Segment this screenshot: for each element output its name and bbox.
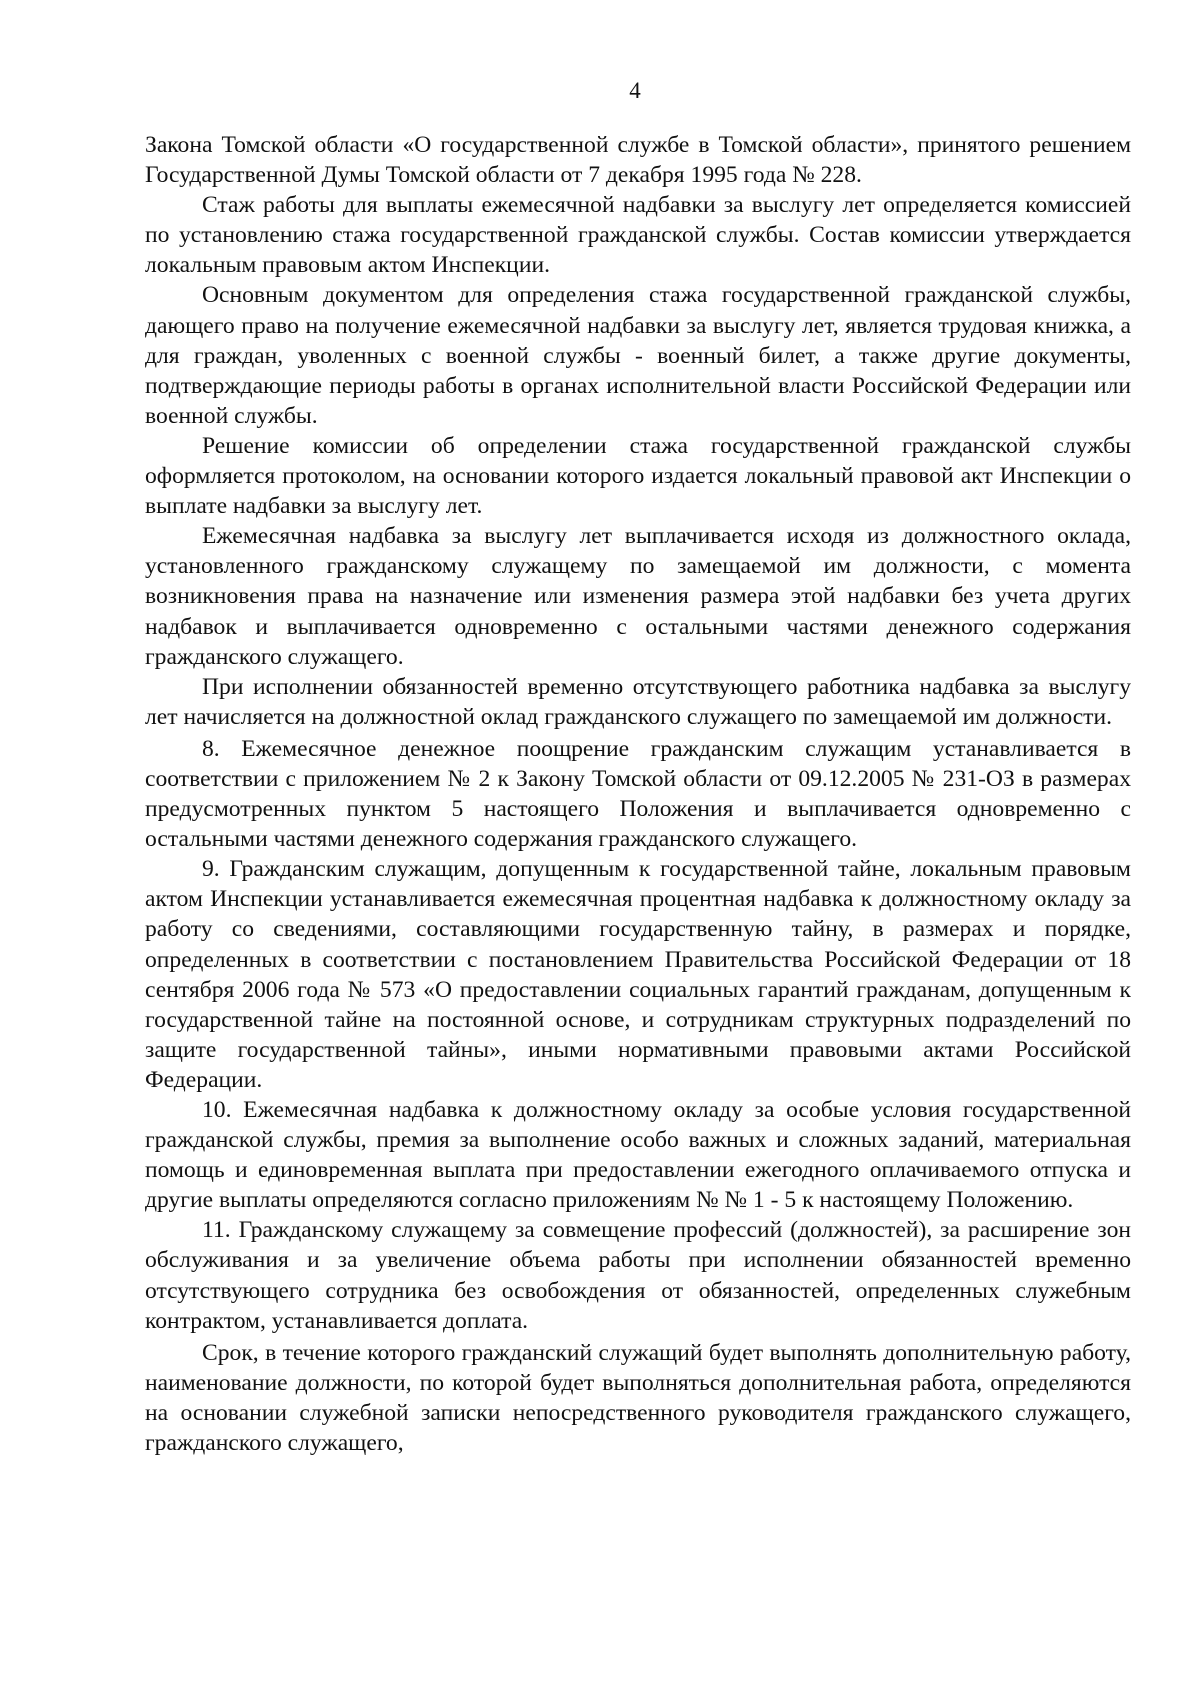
paragraph-item-8: 8. Ежемесячное денежное поощрение гражданским служащим устанавливается в соответствии с приложением № 2 к Закону Томской области от 09.12.2005 № 231-ОЗ в размерах предусмотренных пунктом 5 настоящего Положения и выплачивается одновременно с остальными частями денежного содержания гражданского служащего. (145, 735, 1131, 853)
paragraph-service-length-commission: Стаж работы для выплаты ежемесячной надбавки за выслугу лет определяется комиссией по установлению стажа государственной гражданской службы. Состав комиссии утверждается локальным правовым актом Инспекции. (145, 192, 1131, 279)
paragraph-commission-decision: Решение комиссии об определении стажа государственной гражданской службы оформляется протоколом, на основании которого издается локальный правовой акт Инспекции о выплате надбавки за выслугу лет. (145, 432, 1131, 520)
paragraph-item-11: 11. Гражданскому служащему за совмещение профессий (должностей), за расширение зон обслуживания и за увеличение объема работы при исполнении обязанностей временно отсутствующего сотрудника без освобождения от обязанностей, определенных служебным контрактом, устанавливается доплата. (145, 1217, 1131, 1334)
paragraph-monthly-allowance: Ежемесячная надбавка за выслугу лет выплачивается исходя из должностного оклада, установленного гражданскому служащему по замещаемой им должности, с момента возникновения права на назначение или изменения размера этой надбавки без учета других надбавок и выплачивается одновременно с остальными частями денежного содержания гражданского служащего. (145, 523, 1131, 670)
paragraph-item-9: 9. Гражданским служащим, допущенным к государственной тайне, локальным правовым актом Инспекции устанавливается ежемесячная процентная надбавка к должностному окладу за работу со сведениями, составляющими государственную тайну, в размерах и порядке, определенных в соответствии с постановлением Правительства Российской Федерации от 18 сентября 2006 года № 573 «О предоставлении социальных гарантий гражданам, допущенным к государственной тайне на постоянной основе, и сотрудникам структурных подразделений по защите государственной тайны», иными нормативными правовыми актами Российской Федерации. (145, 856, 1131, 1093)
paragraph-continuation: Закона Томской области «О государственной службе в Томской области», принятого решением Государственной Думы Томской области от 7 декабря 1995 года № 228. (145, 132, 1131, 189)
document-body (145, 130, 1131, 1458)
paragraph-additional-work-term: Срок, в течение которого гражданский служащий будет выполнять дополнительную работу, наименование должности, по которой будет выполняться дополнительная работа, определяются на основании служебной записки непосредственного руководителя гражданского служащего, гражданского служащего, (145, 1339, 1131, 1457)
paragraph-temporary-duties: При исполнении обязанностей временно отсутствующего работника надбавка за выслугу лет начисляется на должностной оклад гражданского служащего по замещаемой им должности. (145, 673, 1131, 730)
page-number: 4 (629, 78, 641, 103)
paragraph-service-length-documents: Основным документом для определения стажа государственной гражданской службы, дающего право на получение ежемесячной надбавки за выслугу лет, является трудовая книжка, а для граждан, уволенных с военной службы - военный билет, а также другие документы, подтверждающие периоды работы в органах исполнительной власти Российской Федерации или военной службы. (145, 282, 1131, 429)
paragraph-item-10: 10. Ежемесячная надбавка к должностному окладу за особые условия государственной гражданской службы, премия за выполнение особо важных и сложных заданий, материальная помощь и единовременная выплата при предоставлении ежегодного оплачиваемого отпуска и другие выплаты определяются согласно приложениям № № 1 - 5 к настоящему Положению. (145, 1097, 1131, 1214)
